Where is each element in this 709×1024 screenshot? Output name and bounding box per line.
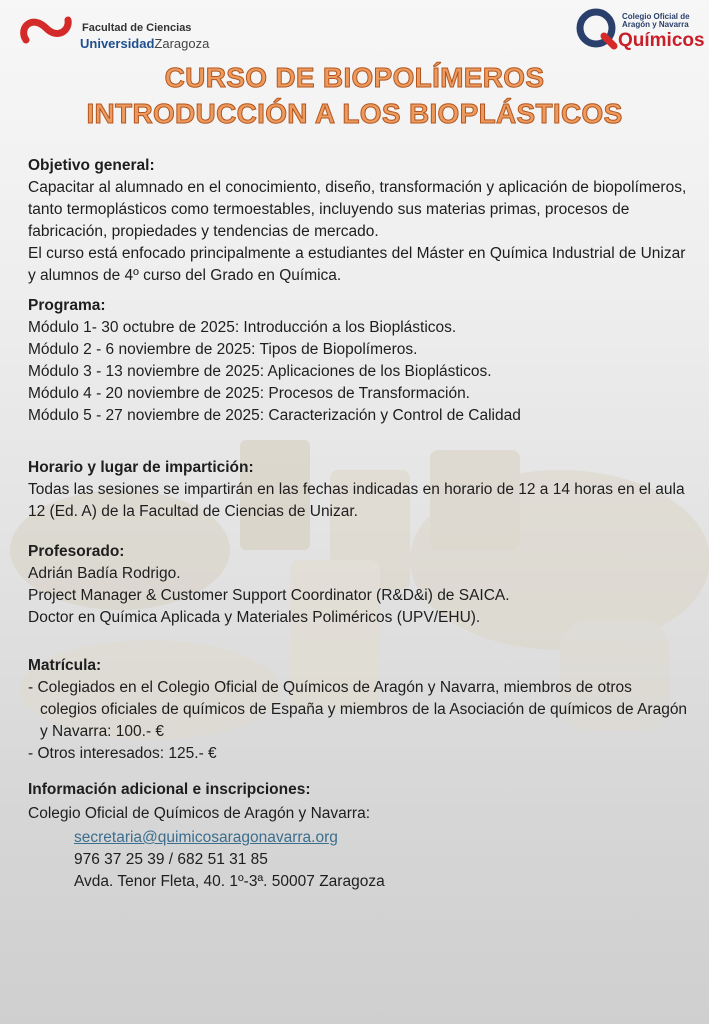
module-item: Módulo 5 - 27 noviembre de 2025: Caracterización y Control de Calidad <box>28 407 521 424</box>
programa-heading: Programa: <box>28 297 106 314</box>
objetivo-section <box>28 155 693 287</box>
info-address: Avda. Tenor Fleta, 40. 1º-3ª. 50007 Zaragoza <box>74 873 385 890</box>
info-phone: 976 37 25 39 / 682 51 31 85 <box>74 851 268 868</box>
profesor-role: Project Manager & Customer Support Coordinator (R&D&i) de SAICA. <box>28 587 510 604</box>
facultad-ciencias-logo <box>18 8 210 54</box>
info-section <box>28 779 693 893</box>
objetivo-paragraph-1: Capacitar al alumnado en el conocimiento, diseño, transformación y aplicación de biopolímeros, tanto termoplásticos como termoestables, incluyendo sus materias primas, procesos de fabricación, propiedades y tendencias de mercado. <box>28 179 687 240</box>
content <box>28 155 693 899</box>
profesor-name: Adrián Badía Rodrigo. <box>28 565 181 582</box>
objetivo-heading: Objetivo general: <box>28 157 155 174</box>
logo-quimicos-text: Químicos <box>618 30 705 51</box>
horario-section <box>28 457 693 523</box>
profesorado-heading: Profesorado: <box>28 543 125 560</box>
matricula-heading: Matrícula: <box>28 657 102 674</box>
module-item: Módulo 1- 30 octubre de 2025: Introducción a los Bioplásticos. <box>28 319 457 336</box>
title-line-1: CURSO DE BIOPOLÍMEROS <box>164 62 545 93</box>
module-item: Módulo 3 - 13 noviembre de 2025: Aplicaciones de los Bioplásticos. <box>28 363 492 380</box>
logo-colegio-line1: Colegio Oficial de <box>622 12 690 21</box>
email-link[interactable]: secretaria@quimicosaragonavarra.org <box>74 829 338 846</box>
logo-colegio-line2: Aragón y Navarra <box>622 20 689 29</box>
module-item: Módulo 4 - 20 noviembre de 2025: Procesos de Transformación. <box>28 385 470 402</box>
horario-heading: Horario y lugar de impartición: <box>28 459 254 476</box>
unizar-logo-icon <box>18 10 78 50</box>
profesor-degree: Doctor en Química Aplicada y Materiales Poliméricos (UPV/EHU). <box>28 609 481 626</box>
matricula-item-otros: - Otros interesados: 125.- € <box>28 745 217 762</box>
colegio-quimicos-logo <box>574 6 705 52</box>
title-line-2: INTRODUCCIÓN A LOS BIOPLÁSTICOS <box>86 98 623 129</box>
quimicos-q-icon <box>574 6 618 50</box>
module-item: Módulo 2 - 6 noviembre de 2025: Tipos de Biopolímeros. <box>28 341 418 358</box>
objetivo-paragraph-2: El curso está enfocado principalmente a estudiantes del Máster en Química Industrial de Unizar y alumnos de 4º curso del Grado en Química. <box>28 245 686 284</box>
info-org: Colegio Oficial de Químicos de Aragón y Navarra: <box>28 805 371 822</box>
matricula-item-colegiados: - Colegiados en el Colegio Oficial de Químicos de Aragón y Navarra, miembros de otros colegios oficiales de químicos de España y miembros de la Asociación de químicos de Aragón y Navarra: 100.- € <box>28 679 688 740</box>
profesorado-section <box>28 541 693 629</box>
info-heading: Información adicional e inscripciones: <box>28 781 311 798</box>
logo-facultad-text: Facultad de Ciencias <box>82 22 192 34</box>
horario-text: Todas las sesiones se impartirán en las fechas indicadas en horario de 12 a 14 horas en el aula 12 (Ed. A) de la Facultad de Ciencias de Unizar. <box>28 481 685 520</box>
logo-universidad-text: UniversidadZaragoza <box>80 36 210 51</box>
matricula-section <box>28 655 693 765</box>
programa-section <box>28 295 693 427</box>
